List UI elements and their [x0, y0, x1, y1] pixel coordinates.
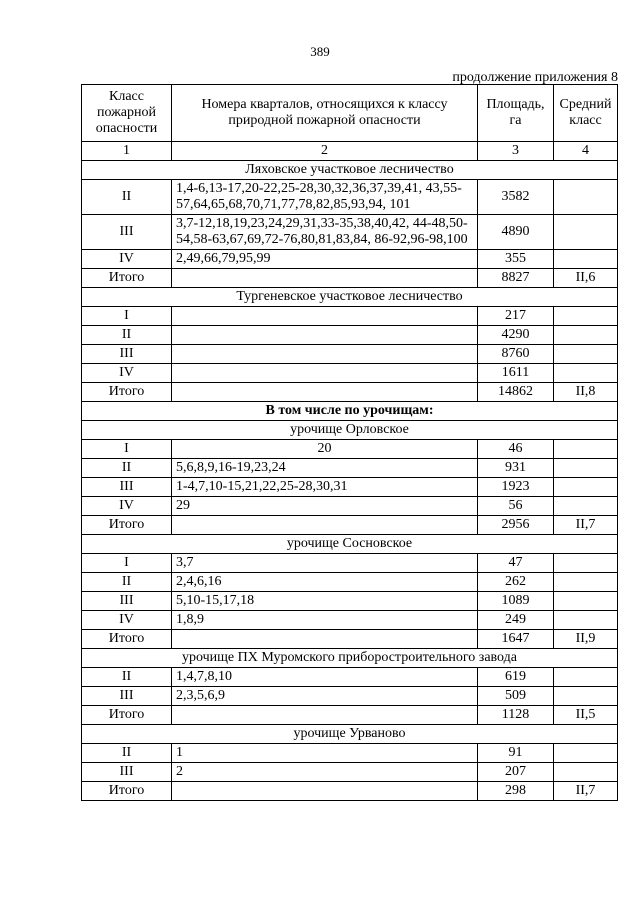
hazard-class-cell: IV — [82, 497, 172, 516]
section-row — [82, 421, 618, 440]
table-row — [82, 611, 618, 630]
area-cell: 91 — [478, 744, 554, 763]
table-row — [82, 592, 618, 611]
quarters-cell: 2,49,66,79,95,99 — [172, 250, 478, 269]
area-cell: 1923 — [478, 478, 554, 497]
total-label: Итого — [82, 383, 172, 402]
total-label: Итого — [82, 269, 172, 288]
avg-class-cell: II,7 — [554, 516, 618, 535]
quarters-cell — [172, 345, 478, 364]
hazard-class-cell: I — [82, 307, 172, 326]
section-row — [82, 535, 618, 554]
hazard-class-cell: III — [82, 763, 172, 782]
avg-class-cell — [554, 307, 618, 326]
quarters-cell: 1,4-6,13-17,20-22,25-28,30,32,36,37,39,41, 43,55-57,64,65,68,70,71,77,78,82,85,93,94, 101 — [172, 180, 478, 215]
table-row — [82, 573, 618, 592]
section-title: В том числе по урочищам: — [82, 402, 618, 421]
hazard-class-cell: II — [82, 668, 172, 687]
avg-class-cell — [554, 573, 618, 592]
hazard-class-cell: II — [82, 744, 172, 763]
area-cell: 8760 — [478, 345, 554, 364]
avg-class-cell — [554, 459, 618, 478]
section-row — [82, 288, 618, 307]
section-title: урочище Урваново — [82, 725, 618, 744]
table-row — [82, 345, 618, 364]
area-cell: 1647 — [478, 630, 554, 649]
avg-class-cell — [554, 668, 618, 687]
avg-class-cell — [554, 326, 618, 345]
hazard-class-cell: III — [82, 215, 172, 250]
quarters-cell: 1 — [172, 744, 478, 763]
total-label: Итого — [82, 706, 172, 725]
avg-class-cell — [554, 592, 618, 611]
avg-class-cell: II,7 — [554, 782, 618, 801]
area-cell: 1089 — [478, 592, 554, 611]
total-row — [82, 782, 618, 801]
hazard-class-cell: II — [82, 180, 172, 215]
table-row — [82, 180, 618, 215]
quarters-cell: 1,8,9 — [172, 611, 478, 630]
area-cell: 217 — [478, 307, 554, 326]
col-number: 1 — [82, 142, 172, 161]
column-number-row — [82, 142, 618, 161]
avg-class-cell — [554, 364, 618, 383]
hazard-class-cell: III — [82, 345, 172, 364]
section-title: урочище Орловское — [82, 421, 618, 440]
table-row — [82, 668, 618, 687]
table-row — [82, 497, 618, 516]
quarters-cell — [172, 383, 478, 402]
avg-class-cell — [554, 180, 618, 215]
header-area: Площадь, га — [478, 85, 554, 142]
section-title: Ляховское участковое лесничество — [82, 161, 618, 180]
quarters-cell: 3,7 — [172, 554, 478, 573]
quarters-cell — [172, 326, 478, 345]
table-row — [82, 687, 618, 706]
area-cell: 4890 — [478, 215, 554, 250]
continuation-label: продолжение приложения 8 — [452, 70, 618, 85]
quarters-cell: 1,4,7,8,10 — [172, 668, 478, 687]
quarters-cell — [172, 630, 478, 649]
quarters-cell: 3,7-12,18,19,23,24,29,31,33-35,38,40,42, 44-48,50-54,58-63,67,69,72-76,80,81,83,84, 86-92,96-98,100 — [172, 215, 478, 250]
avg-class-cell — [554, 440, 618, 459]
hazard-class-cell: IV — [82, 611, 172, 630]
area-cell: 262 — [478, 573, 554, 592]
section-row — [82, 725, 618, 744]
hazard-class-cell: I — [82, 554, 172, 573]
hazard-class-cell: IV — [82, 364, 172, 383]
quarters-cell — [172, 516, 478, 535]
area-cell: 509 — [478, 687, 554, 706]
avg-class-cell — [554, 215, 618, 250]
avg-class-cell — [554, 611, 618, 630]
quarters-cell — [172, 364, 478, 383]
quarters-cell — [172, 269, 478, 288]
quarters-cell: 2,3,5,6,9 — [172, 687, 478, 706]
avg-class-cell — [554, 554, 618, 573]
table-row — [82, 440, 618, 459]
total-row — [82, 516, 618, 535]
area-cell: 355 — [478, 250, 554, 269]
avg-class-cell — [554, 744, 618, 763]
section-row — [82, 649, 618, 668]
avg-class-cell — [554, 497, 618, 516]
area-cell: 4290 — [478, 326, 554, 345]
quarters-cell: 20 — [172, 440, 478, 459]
area-cell: 619 — [478, 668, 554, 687]
quarters-cell — [172, 307, 478, 326]
total-label: Итого — [82, 782, 172, 801]
avg-class-cell — [554, 345, 618, 364]
hazard-class-cell: II — [82, 326, 172, 345]
hazard-class-cell: II — [82, 573, 172, 592]
section-title: Тургеневское участковое лесничество — [82, 288, 618, 307]
total-row — [82, 630, 618, 649]
table-row — [82, 478, 618, 497]
table-row — [82, 364, 618, 383]
quarters-cell: 2 — [172, 763, 478, 782]
quarters-cell — [172, 782, 478, 801]
col-number: 4 — [554, 142, 618, 161]
quarters-cell: 29 — [172, 497, 478, 516]
avg-class-cell: II,8 — [554, 383, 618, 402]
header-class: Класс пожарной опасности — [82, 85, 172, 142]
section-row — [82, 161, 618, 180]
total-label: Итого — [82, 630, 172, 649]
page-number: 389 — [310, 44, 330, 59]
hazard-class-cell: III — [82, 592, 172, 611]
total-label: Итого — [82, 516, 172, 535]
table-body — [82, 85, 618, 801]
area-cell: 1128 — [478, 706, 554, 725]
table-row — [82, 215, 618, 250]
table-row — [82, 744, 618, 763]
total-row — [82, 706, 618, 725]
quarters-cell: 5,6,8,9,16-19,23,24 — [172, 459, 478, 478]
area-cell: 3582 — [478, 180, 554, 215]
avg-class-cell: II,6 — [554, 269, 618, 288]
hazard-class-cell: I — [82, 440, 172, 459]
quarters-cell: 1-4,7,10-15,21,22,25-28,30,31 — [172, 478, 478, 497]
fire-hazard-table — [81, 84, 618, 801]
area-cell: 46 — [478, 440, 554, 459]
quarters-cell: 5,10-15,17,18 — [172, 592, 478, 611]
area-cell: 249 — [478, 611, 554, 630]
total-row — [82, 383, 618, 402]
avg-class-cell — [554, 763, 618, 782]
area-cell: 207 — [478, 763, 554, 782]
col-number: 2 — [172, 142, 478, 161]
quarters-cell — [172, 706, 478, 725]
table-header-row — [82, 85, 618, 142]
total-row — [82, 269, 618, 288]
table-row — [82, 250, 618, 269]
table-row — [82, 763, 618, 782]
col-number: 3 — [478, 142, 554, 161]
area-cell: 14862 — [478, 383, 554, 402]
avg-class-cell: II,9 — [554, 630, 618, 649]
area-cell: 1611 — [478, 364, 554, 383]
table-row — [82, 307, 618, 326]
quarters-cell: 2,4,6,16 — [172, 573, 478, 592]
area-cell: 8827 — [478, 269, 554, 288]
area-cell: 47 — [478, 554, 554, 573]
hazard-class-cell: IV — [82, 250, 172, 269]
section-row — [82, 402, 618, 421]
area-cell: 931 — [478, 459, 554, 478]
table-row — [82, 326, 618, 345]
section-title: урочище ПХ Муромского приборостроительного завода — [82, 649, 618, 668]
avg-class-cell: II,5 — [554, 706, 618, 725]
header-quarters: Номера кварталов, относящихся к классу природной пожарной опасности — [172, 85, 478, 142]
avg-class-cell — [554, 478, 618, 497]
area-cell: 298 — [478, 782, 554, 801]
area-cell: 2956 — [478, 516, 554, 535]
section-title: урочище Сосновское — [82, 535, 618, 554]
hazard-class-cell: III — [82, 687, 172, 706]
header-avg-class: Средний класс — [554, 85, 618, 142]
avg-class-cell — [554, 687, 618, 706]
hazard-class-cell: III — [82, 478, 172, 497]
table-row — [82, 459, 618, 478]
table-row — [82, 554, 618, 573]
avg-class-cell — [554, 250, 618, 269]
hazard-class-cell: II — [82, 459, 172, 478]
area-cell: 56 — [478, 497, 554, 516]
